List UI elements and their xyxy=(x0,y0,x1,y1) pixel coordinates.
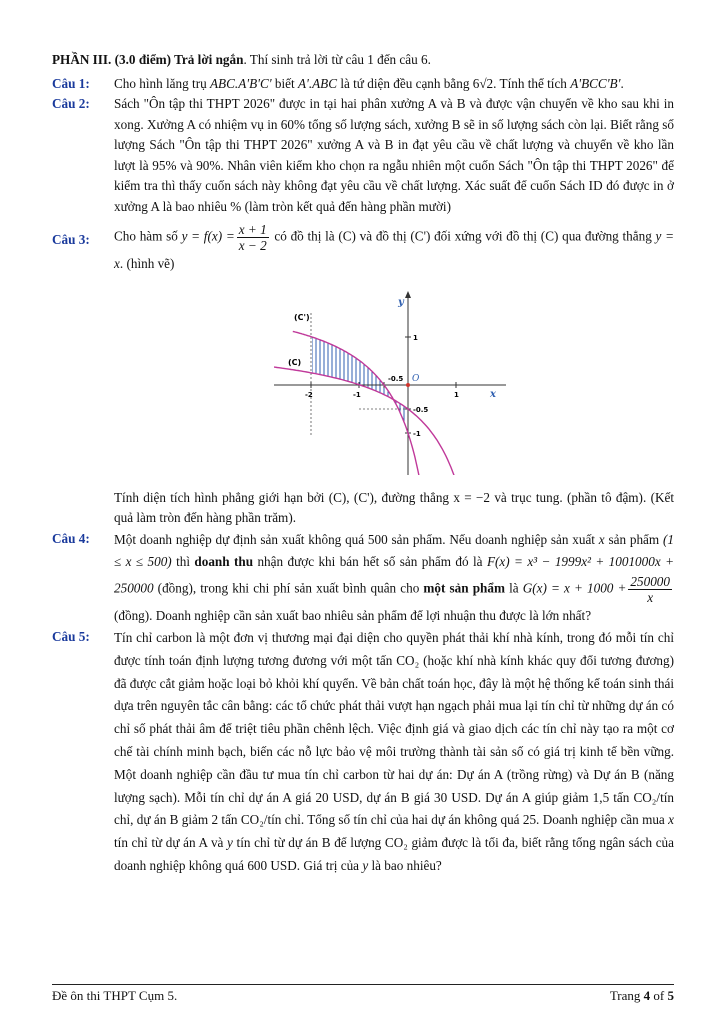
section-title-bold: PHẦN III. (3.0 điểm) Trả lời ngắn xyxy=(52,52,244,67)
y-axis-arrow xyxy=(405,291,411,298)
q4-text: nhận được khi bán hết số sản phẩm đó là xyxy=(253,554,487,569)
question-label: Câu 5: xyxy=(52,629,90,644)
function-lhs: y = f(x) = xyxy=(181,228,235,244)
range-condition: (1 ≤ x ≤ 500) xyxy=(114,531,674,569)
tick-label-y: -0.5 xyxy=(413,406,429,414)
tetrahedron-name: A'.ABC xyxy=(297,75,338,91)
question-5 xyxy=(52,627,674,878)
page-footer xyxy=(52,988,674,1004)
q1-text: . Tính thể tích xyxy=(493,75,571,91)
prism-name: ABC.A'B'C' xyxy=(209,75,272,91)
origin-label: O xyxy=(412,374,420,384)
x-axis-label: x xyxy=(490,389,496,400)
tick-label-x: -0.5 xyxy=(388,375,404,383)
footer-divider xyxy=(52,984,674,985)
footer-left: Đề ôn thi THPT Cụm 5. xyxy=(52,988,178,1003)
tick-label-x: 1 xyxy=(454,391,459,399)
variable-x: x xyxy=(668,812,674,828)
q5-text: tín chỉ từ dự án B để lượng CO₂ giảm được là tối đa, biết rằng tổng ngân sách của doanh nghiệp không quá 600 USD. Giá trị của xyxy=(114,835,674,873)
graph-svg xyxy=(274,289,510,475)
fraction-denominator: x xyxy=(647,589,654,605)
revenue-function: F(x) = x³ − 1999x² + 1001000x + 250000 xyxy=(114,554,674,596)
page-number xyxy=(610,988,674,1004)
q4-text: (đồng), trong khi chi phí sản xuất bình quân cho xyxy=(153,580,424,596)
section-title xyxy=(52,50,674,71)
question-body xyxy=(114,222,674,529)
section-title-rest: . Thí sinh trả lời từ câu 1 đến câu 6. xyxy=(243,52,431,67)
question-label: Câu 2: xyxy=(52,96,90,111)
curve-c-label: (C) xyxy=(288,358,302,367)
question-body xyxy=(114,627,674,878)
question-label: Câu 4: xyxy=(52,530,90,546)
question-3 xyxy=(52,222,674,529)
q5-text: là bao nhiêu? xyxy=(368,857,442,873)
solid-name: A'BCC'B' xyxy=(570,75,621,91)
tick-label-y: 1 xyxy=(413,334,418,342)
q3-followup: Tính diện tích hình phẳng giới hạn bởi (C), (C'), đường thẳng x = −2 và trục tung. (phần tô đậm). (Kết quả làm tròn đến hàng phần trăm). xyxy=(114,489,674,525)
page-prefix: Trang xyxy=(609,988,644,1003)
q5-text: Tín chỉ carbon là một đơn vị thương mại đại diện cho quyền phát thải khí nhà kính, trong đó mỗi tín chỉ được tính toán định lượng tương đương với một tấn CO₂ (hoặc khí nhà kính khác quy đổi tương đương) đã được cắt giảm hoặc loại bỏ khỏi khí quyển. Về bản chất toán học, đây là một hệ thống kế toán sinh thái dựa trên nguyên tắc cân bằng: các tổ chức phát thải vượt hạn ngạch phải mua lại tín chỉ từ những dự án có chỉ số phát thải âm để triệt tiêu phần chênh lệch. Việc định giá và giao dịch các tín chỉ này tạo ra một cơ chế tài chính minh bạch, biến các nỗ lực bảo vệ môi trường thành tài sản số có giá trị kinh tế bền vững. Một doanh nghiệp cần đầu tư mua tín chỉ carbon từ hai dự án: Dự án A (trồng rừng) và Dự án B (năng lượng sạch). Mỗi tín chỉ dự án A giá 20 USD, dự án B giá 30 USD. Dự án A giúp giảm 1,5 tấn CO₂/tín chỉ, dự án B giảm 2 tấn CO₂/tín chỉ. Tổng số tín chỉ của hai dự án không quá 25. Doanh nghiệp cần mua xyxy=(114,630,674,828)
q4-text: (đồng). Doanh nghiệp cần sản xuất bao nhiêu sản phẩm để lợi nhuận thu được là lớn nhất? xyxy=(114,607,592,623)
variable-y: y xyxy=(362,857,369,873)
q4-text: sản phẩm xyxy=(604,531,663,547)
question-label: Câu 3: xyxy=(52,232,90,247)
q1-text: biết xyxy=(271,75,298,91)
page-total: 5 xyxy=(667,988,674,1003)
shaded-region-right xyxy=(360,361,408,433)
q3-text: Cho hàm số xyxy=(114,228,182,244)
question-4 xyxy=(52,529,674,628)
page-current: 4 xyxy=(643,988,651,1003)
question-1 xyxy=(52,74,674,95)
fraction-numerator: x + 1 xyxy=(238,222,267,237)
q1-text: . xyxy=(620,75,624,91)
page-of: of xyxy=(650,988,668,1003)
fraction-denominator: x − 2 xyxy=(238,238,267,253)
exam-page xyxy=(52,50,674,878)
function-fraction xyxy=(237,222,269,253)
q4-text: là xyxy=(504,580,523,596)
q1-text: là tứ diện đều cạnh bằng xyxy=(337,75,473,91)
y-axis-label: y xyxy=(398,297,404,308)
question-body xyxy=(114,74,674,95)
tick-label-y: -1 xyxy=(413,430,421,438)
curve-c-prime-label: (C') xyxy=(294,313,310,322)
cost-function-lhs: G(x) = x + 1000 + xyxy=(522,580,627,596)
bold-unit: một sản phẩm xyxy=(423,580,505,596)
question-label: Câu 1: xyxy=(52,75,90,91)
question-body xyxy=(114,529,674,628)
tick-label-x: -2 xyxy=(305,391,313,399)
q5-text: tín chỉ từ dự án A và xyxy=(114,835,228,851)
question-body: Sách "Ôn tập thi THPT 2026" được in tại hai phân xưởng A và B và được vận chuyển về kho sau khi in xong. Xưởng A có nhiệm vụ in 60% tổng số lượng sách, xưởng B sẽ in số lượng sách còn lại. Biết rằng số lượng Sách "Ôn tập thi THPT 2026" xưởng A và B in đạt yêu cầu về chất lượng và chuyển về kho lần lượt là 95% và 90%. Nhân viên kiểm kho chọn ra ngẫu nhiên một cuốn Sách "Ôn tập thi THPT 2026" để kiểm tra thì thấy cuốn sách này không đạt yêu cầu về chất lượng. Xác suất để cuốn Sách ID đó được in ở xưởng A là bao nhiêu % (làm tròn kết quả đến hàng phần mười) xyxy=(114,96,674,214)
tick-label-x: -1 xyxy=(353,391,361,399)
variable-y: y xyxy=(227,835,233,851)
question-2 xyxy=(52,94,674,217)
origin-dot xyxy=(406,383,410,387)
q3-text: có đồ thị là (C) và đồ thị (C') đối xứng với đồ thị (C) qua đường thẳng xyxy=(270,228,656,244)
cost-fraction xyxy=(628,574,672,605)
q4-text: Một doanh nghiệp dự định sản xuất không quá 500 sản phẩm. Nếu doanh nghiệp sản xuất xyxy=(114,531,599,547)
variable-x: x xyxy=(598,531,605,547)
function-graph xyxy=(114,289,674,482)
fraction-numerator: 250000 xyxy=(630,573,670,589)
edge-length: 6√2 xyxy=(472,75,494,91)
symmetry-line: y = x xyxy=(114,228,674,271)
q1-text: Cho hình lăng trụ xyxy=(114,75,210,91)
bold-revenue: doanh thu xyxy=(194,554,254,569)
q3-text: . (hình vẽ) xyxy=(119,256,175,271)
q4-text: thì xyxy=(171,554,195,569)
